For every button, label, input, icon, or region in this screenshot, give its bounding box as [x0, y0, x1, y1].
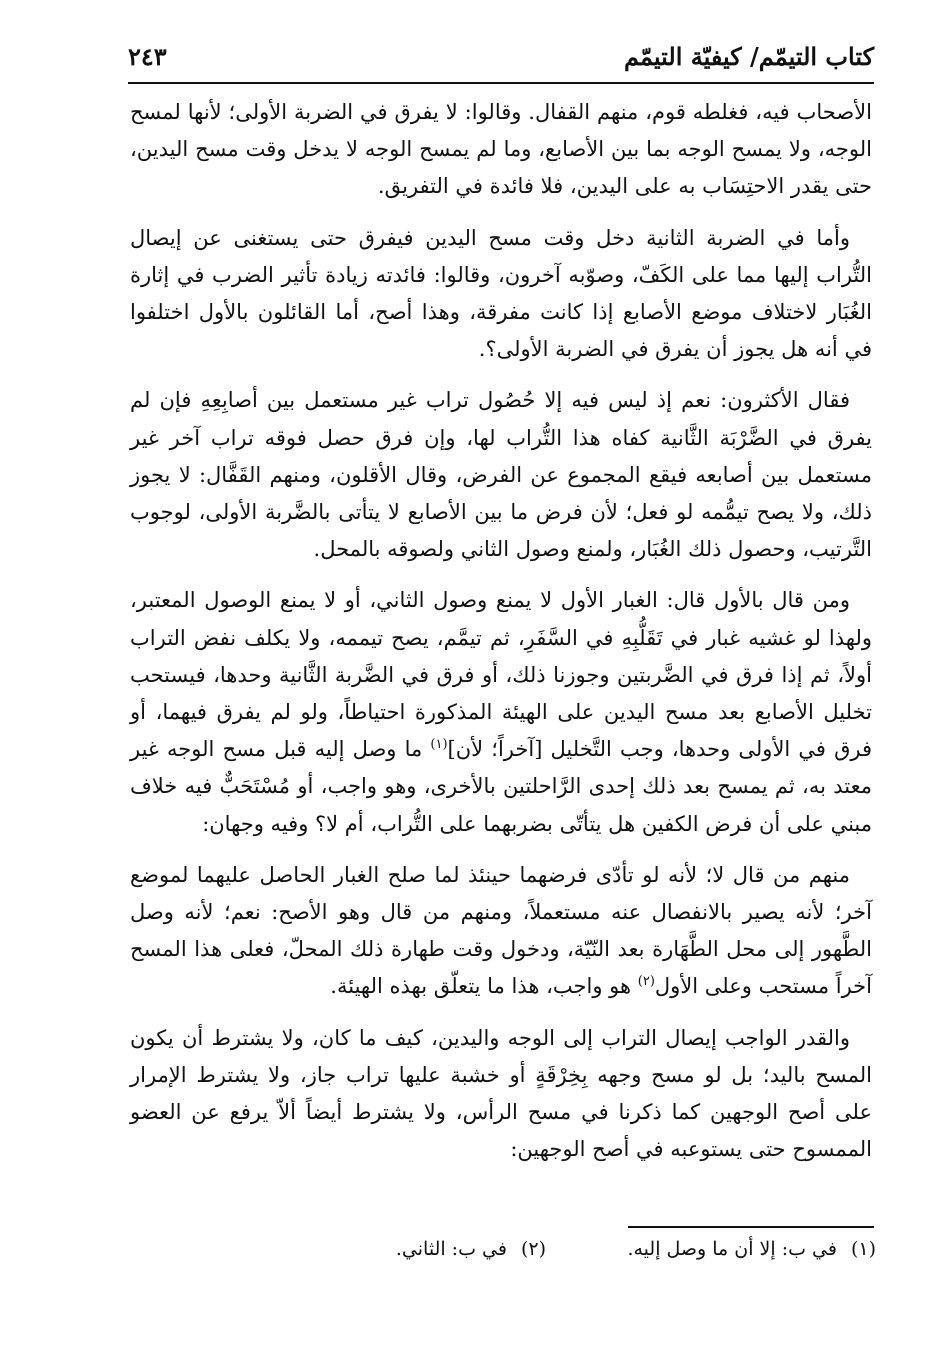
paragraph-5-part-1: منهم من قال لا؛ لأنه لو تأدّى فرضهما حينئذ لما صلح الغبار الحاصل عليهما لموضع آخر؛ لأنه يصير بالانفصال عنه مستعملاً، ومنهم من قال وهو الأصح: نعم؛ لأنه وصل الطَّهور إلى محل الطَّهَارة بعد النّيّة، ودخول وقت طهارة ذلك المحلّ، فعلى هذا المسح آخراً مستحب وعلى الأول: [130, 862, 872, 999]
paragraph-6: والقدر الواجب إيصال التراب إلى الوجه واليدين، كيف ما كان، ولا يشترط أن يكون المسح باليد؛ بل لو مسح وجهه بِخِرْقَةٍ أو خشبة عليها تراب جاز، ولا يشترط الإمرار على أصح الوجهين كما ذكرنا في مسح الرأس، ولا يشترط أيضاً ألاّ يرفع عن العضو الممسوح حتى يستوعبه في أصح الوجهين:: [130, 1025, 872, 1162]
paragraph-4-part-1: ومن قال بالأول قال: الغبار الأول لا يمنع وصول الثاني، أو لا يمنع الوصول المعتبر، ولهذا لو غشيه غبار في تَقَلُّبِهِ في السَّفَرِ، ثم تيمَّم، يصح تيممه، ولا يكلف نفض التراب أولاً، ثم إذا فرق في الضَّربتين وجوزنا ذلك، أو فرق في الضَّربة الثَّانية وحدها، فيستحب تخليل الأصابع بعد مسح اليدين على الهيئة المذكورة احتياطاً، ولو لم يفرق فيهما، أو فرق في الأولى وحدها، وجب التَّخليل [آخراً؛ لأن]: [130, 588, 873, 762]
paragraph-4: [130, 582, 872, 842]
page-number: ٢٤٣: [128, 42, 167, 71]
paragraph-2: وأما في الضربة الثانية دخل وقت مسح اليدين فيفرق حتى يستغنى عن إيصال التُّراب إليها مما على الكَفّ، وصوّبه آخرون، وقالوا: فائدته زيادة تأثير الضرب في إثارة الغُبَار لاختلاف موضع الأصابع إذا كانت مفرقة، وهذا أصح، أما القائلون بالأول اختلفوا في أنه هل يجوز أن يفرق في الضربة الأولى؟.: [130, 225, 872, 362]
body-text: [130, 94, 872, 1182]
footnote-ref-1: (١): [430, 737, 448, 753]
paragraph-4-part-2: ما وصل إليه قبل مسح الوجه غير معتد به، ثم يمسح بعد ذلك إحدى الرَّاحلتين بالأخرى، وهو واجب، أو مُسْتَحَبٌّ فيه خلاف مبني على أن فرض الكفين هل يتأتّى بضربهما على التُّراب، أم لا؟ وفيه وجهان:: [130, 737, 872, 836]
footnote-text: في ب: إلا أن ما وصل إليه.: [627, 1238, 837, 1260]
header-rule: [128, 82, 874, 84]
paragraph-5: [130, 857, 872, 1006]
footnote-number: (٢): [520, 1238, 546, 1260]
running-title: كتاب التيمّم/ كيفيّة التيمّم: [624, 42, 874, 71]
footnote-number: (١): [850, 1238, 876, 1260]
footnote-text: في ب: الثاني.: [395, 1238, 507, 1260]
footnote-rule: [628, 1226, 874, 1228]
paragraph-1: الأصحاب فيه، فغلطه قوم، منهم القفال. وقالوا: لا يفرق في الضربة الأولى؛ لأنها لمسح الوجه، ولا يمسح الوجه بما بين الأصابع، وما لم يمسح الوجه لا يدخل وقت مسح اليدين، حتى يقدر الاحتِسَاب به على اليدين، فلا فائدة في التفريق.: [130, 100, 872, 199]
footnote-1: [627, 1238, 876, 1260]
footnote-ref-2: (٢): [637, 974, 655, 990]
footnotes: [200, 1238, 876, 1278]
paragraph-5-part-2: هو واجب، هذا ما يتعلّق بهذه الهيئة.: [330, 974, 632, 999]
footnote-2: [396, 1238, 546, 1260]
paragraph-3: فقال الأكثرون: نعم إذ ليس فيه إلا حُصُول تراب غير مستعمل بين أصابِعِهِ فإن لم يفرق في الضَّرْبَة الثَّانية كفاه هذا التُّراب لها، وإن فرق حصل فوقه تراب آخر غير مستعمل بين أصابعه فيقع المجموع عن الفرض، وقال الأقلون، ومنهم القَفَّال: لا يجوز ذلك، ولا يصح تيمُّمه لو فعل؛ لأن فرض ما بين الأصابع لا يتأتى بالضَّربة الأولى، لوجوب التَّرتيب، وحصول ذلك الغُبَار، ولمنع وصول الثاني ولصوقه بالمحل.: [130, 388, 872, 562]
page-header: [128, 36, 874, 76]
